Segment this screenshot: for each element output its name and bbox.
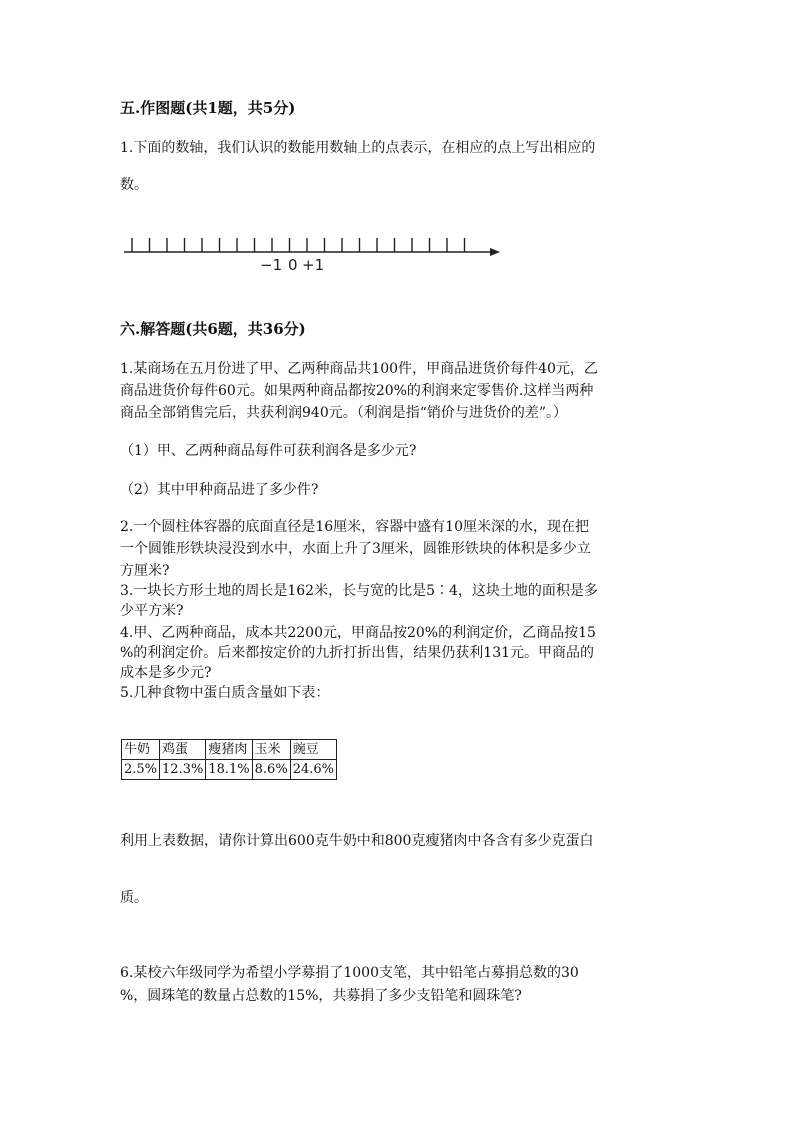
question-text: 质。 bbox=[120, 890, 148, 906]
question-text: 数。 bbox=[120, 177, 148, 193]
question-text: 4.甲、乙两种商品，成本共2200元，甲商品按20%的利润定价，乙商品按15 bbox=[120, 625, 596, 641]
question-text: 3.一块长方形土地的周长是162米，长与宽的比是5∶4，这块土地的面积是多 bbox=[120, 583, 598, 599]
question-text: 6.某校六年级同学为希望小学募捐了1000支笔，其中铅笔占募捐总数的30 bbox=[120, 965, 579, 981]
table-header-cell: 瘦猪肉 bbox=[206, 740, 252, 760]
sub-question: （2）其中甲种商品进了多少件? bbox=[120, 482, 319, 498]
table-cell: 12.3% bbox=[160, 760, 206, 780]
question-text: 5.几种食物中蛋白质含量如下表： bbox=[120, 685, 330, 701]
table-header-cell: 豌豆 bbox=[290, 740, 336, 760]
question-text: 一个圆锥形铁块浸没到水中，水面上升了3厘米，圆锥形铁块的体积是多少立 bbox=[120, 541, 591, 557]
number-line bbox=[118, 232, 508, 278]
label-zero: 0 bbox=[288, 256, 298, 274]
sub-question: （1）甲、乙两种商品每件可获利润各是多少元? bbox=[120, 443, 417, 459]
table-cell: 24.6% bbox=[290, 760, 336, 780]
label-minus-one: −1 bbox=[260, 256, 283, 274]
protein-table bbox=[121, 739, 337, 780]
question-text: 商品进货价每件60元。如果两种商品都按20%的利润来定零售价.这样当两种 bbox=[120, 383, 594, 399]
table-header-cell: 牛奶 bbox=[122, 740, 160, 760]
table-header-cell: 鸡蛋 bbox=[160, 740, 206, 760]
question-text: %，圆珠笔的数量占总数的15%，共募捐了多少支铅笔和圆珠笔? bbox=[120, 988, 522, 1004]
question-text: 少平方米? bbox=[120, 603, 184, 619]
section-6-heading: 六.解答题(共6题，共36分) bbox=[120, 320, 306, 338]
question-text: 1.下面的数轴，我们认识的数能用数轴上的点表示，在相应的点上写出相应的 bbox=[120, 140, 596, 156]
label-plus-one: +1 bbox=[302, 256, 325, 274]
table-header-cell: 玉米 bbox=[252, 740, 290, 760]
number-line-arrow bbox=[490, 248, 500, 256]
table-header-row bbox=[122, 740, 337, 760]
question-text: 1.某商场在五月份进了甲、乙两种商品共100件，甲商品进货价每件40元，乙 bbox=[120, 361, 598, 377]
question-text: 商品全部销售完后，共获利润940元。（利润是指“销价与进货价的差”。） bbox=[120, 405, 568, 421]
number-line-ticks bbox=[132, 238, 465, 252]
question-text: 方厘米? bbox=[120, 563, 170, 579]
question-text: 成本是多少元? bbox=[120, 665, 212, 681]
question-text: 利用上表数据，请你计算出600克牛奶中和800克瘦猪肉中各含有多少克蛋白 bbox=[120, 833, 594, 849]
question-text: 2.一个圆柱体容器的底面直径是16厘米，容器中盛有10厘米深的水，现在把 bbox=[120, 519, 589, 535]
table-row bbox=[122, 760, 337, 780]
table-cell: 8.6% bbox=[252, 760, 290, 780]
section-5-heading: 五.作图题(共1题，共5分) bbox=[120, 99, 296, 117]
table-cell: 18.1% bbox=[206, 760, 252, 780]
question-text: %的利润定价。后来都按定价的九折打折出售，结果仍获利131元。甲商品的 bbox=[120, 645, 595, 661]
table-cell: 2.5% bbox=[122, 760, 160, 780]
